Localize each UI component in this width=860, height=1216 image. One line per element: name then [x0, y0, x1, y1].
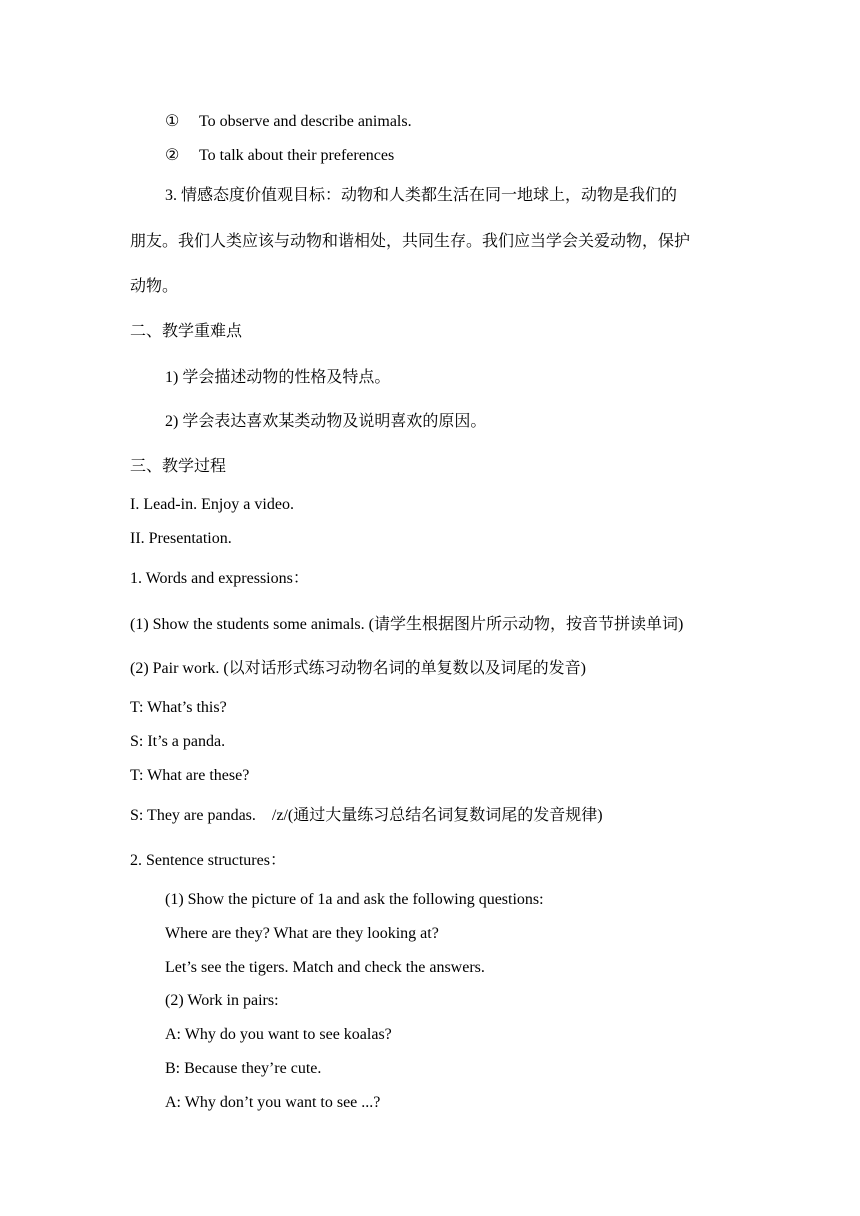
pair-work-cn: 以对话形式练习动物名词的单复数以及词尾的发音	[228, 658, 581, 677]
structure-line-3: Let’s see the tigers. Match and check the answers.	[165, 959, 485, 976]
emotion-objective-line-3: 动物。	[130, 276, 179, 295]
key-point-1-number: 1)	[165, 369, 179, 386]
dialogue-s2	[130, 805, 603, 826]
dialogue-s2-cn: 通过大量练习总结名词复数词尾的发音规律	[293, 805, 598, 824]
structure-line-2: Where are they? What are they looking at?	[165, 925, 439, 942]
structure-line-1: (1) Show the picture of 1a and ask the following questions:	[165, 891, 544, 908]
circled-number-2: ②	[165, 147, 180, 164]
structure-line-6: B: Because they’re cute.	[165, 1060, 322, 1077]
pair-work-close: )	[580, 660, 586, 677]
section-heading-process: 三、教学过程	[130, 456, 227, 475]
key-point-2-text: 学会表达喜欢某类动物及说明喜欢的原因。	[182, 411, 487, 430]
show-animals-cn: 请学生根据图片所示动物，按音节拼读单词	[373, 614, 678, 633]
dialogue-t1: T: What’s this?	[130, 699, 227, 716]
show-animals-line	[130, 614, 683, 635]
key-point-1-text: 学会描述动物的性格及特点。	[182, 367, 391, 386]
emotion-objective-line-1	[165, 185, 677, 206]
key-point-2-number: 2)	[165, 413, 179, 430]
structure-line-5: A: Why do you want to see koalas?	[165, 1026, 392, 1043]
presentation-line: II. Presentation.	[130, 530, 232, 547]
key-point-1	[165, 367, 390, 388]
show-animals-en: (1) Show the students some animals. (	[130, 616, 374, 633]
dialogue-s1: S: It’s a panda.	[130, 733, 226, 750]
dialogue-t2: T: What are these?	[130, 767, 250, 784]
dialogue-s2-close: )	[597, 807, 603, 824]
pair-work-en: (2) Pair work. (	[130, 660, 229, 677]
objective-text-2: To talk about their preferences	[199, 147, 395, 164]
section-heading-key-points: 二、教学重难点	[130, 321, 243, 340]
objective-text-1: To observe and describe animals.	[199, 113, 412, 130]
words-expressions-heading: 1. Words and expressions：	[130, 570, 309, 587]
emotion-objective-line-2: 朋友。我们人类应该与动物和谐相处，共同生存。我们应当学会关爱动物，保护	[130, 231, 691, 250]
objective-item-1	[165, 112, 412, 132]
dialogue-s2-en: S: They are pandas. /z/(	[130, 807, 294, 824]
objective-item-2	[165, 146, 394, 166]
emotion-objective-number: 3.	[165, 187, 177, 204]
circled-number-1: ①	[165, 113, 180, 130]
sentence-structures-heading: 2. Sentence structures：	[130, 852, 286, 869]
structure-line-4: (2) Work in pairs:	[165, 992, 279, 1009]
lead-in-line: I. Lead-in. Enjoy a video.	[130, 496, 294, 513]
structure-line-7: A: Why don’t you want to see ...?	[165, 1094, 381, 1111]
show-animals-close: )	[677, 616, 684, 633]
emotion-objective-text-1: 情感态度价值观目标：动物和人类都生活在同一地球上，动物是我们的	[181, 185, 678, 204]
key-point-2	[165, 411, 486, 432]
pair-work-line	[130, 658, 586, 679]
